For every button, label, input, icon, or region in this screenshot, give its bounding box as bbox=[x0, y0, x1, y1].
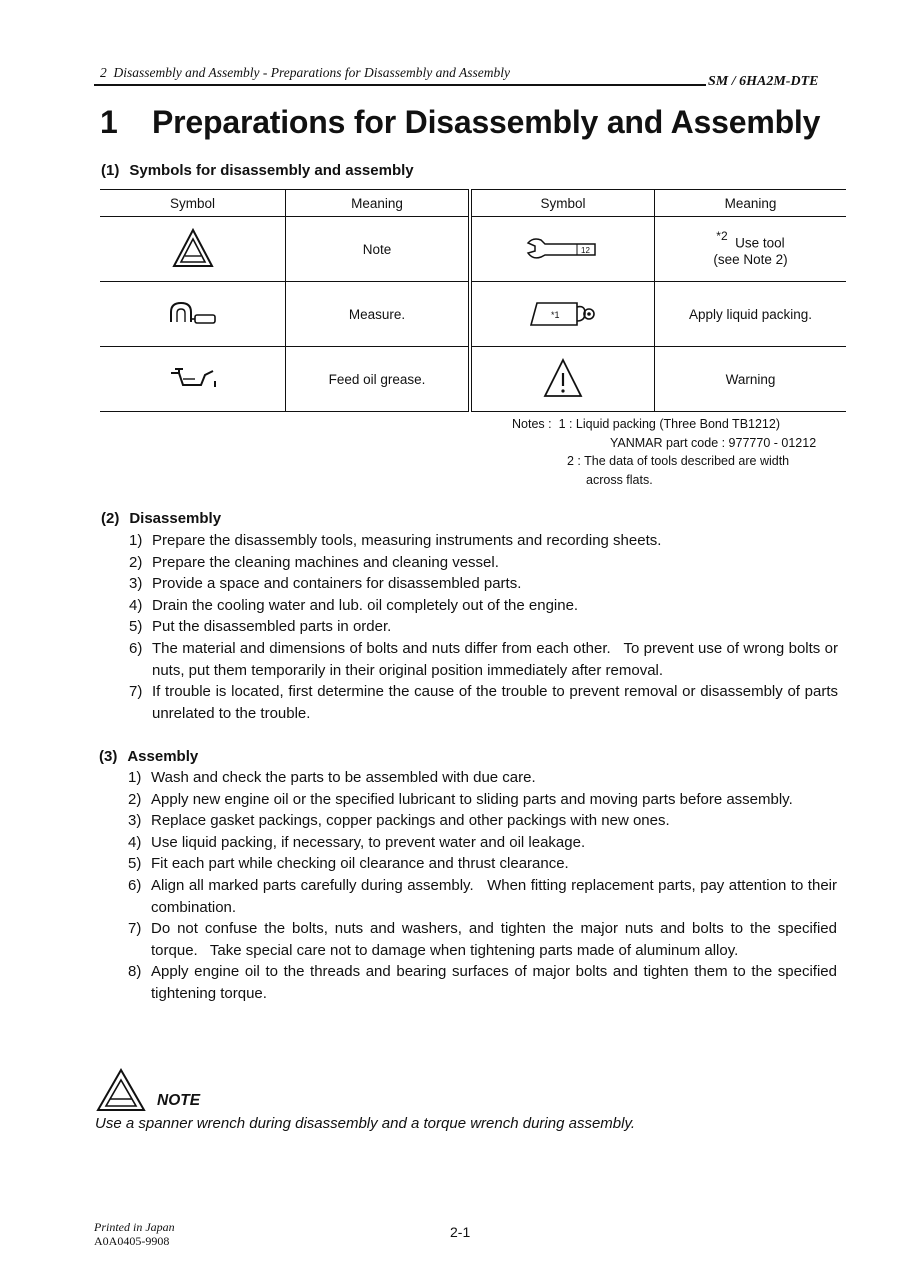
list-item-number: 2) bbox=[129, 553, 143, 571]
symbol-cell bbox=[470, 282, 655, 347]
warning-triangle-icon bbox=[543, 358, 583, 398]
list-item-number: 1) bbox=[129, 532, 143, 549]
header-meaning-1: Meaning bbox=[286, 190, 471, 217]
meaning-cell: Apply liquid packing. bbox=[655, 282, 847, 347]
tool-meaning: Use tool bbox=[735, 235, 785, 251]
list-item bbox=[128, 767, 837, 789]
page-number: 2-1 bbox=[450, 1224, 471, 1240]
meaning-cell: Feed oil grease. bbox=[286, 347, 471, 412]
note-heading: NOTE bbox=[157, 1092, 201, 1109]
note-1: 1 : Liquid packing (Three Bond TB1212) bbox=[558, 417, 780, 431]
table-row bbox=[100, 282, 846, 347]
list-item-text: Align all marked parts carefully during assembly. When fitting replacement parts, pay attention to their combination. bbox=[151, 876, 842, 916]
list-item-text: Apply new engine oil or the specified lubricant to sliding parts and moving parts before assembly. bbox=[151, 790, 793, 808]
title-text: Preparations for Disassembly and Assembly bbox=[152, 104, 821, 140]
list-item bbox=[128, 961, 842, 1004]
list-item-number: 6) bbox=[128, 876, 142, 894]
meaning-cell: Warning bbox=[655, 347, 847, 412]
list-item-number: 2) bbox=[128, 790, 142, 808]
symbol-cell bbox=[100, 282, 286, 347]
list-item-number: 4) bbox=[129, 596, 143, 614]
running-header-doc-code: SM / 6HA2M-DTE bbox=[708, 74, 819, 89]
table-notes bbox=[512, 415, 816, 489]
symbols-table-header bbox=[100, 190, 846, 217]
list-item-text: Drain the cooling water and lub. oil completely out of the engine. bbox=[152, 596, 579, 614]
header-rule bbox=[94, 84, 706, 86]
notes-label: Notes : bbox=[512, 417, 552, 431]
list-item bbox=[128, 810, 837, 832]
list-item-number: 5) bbox=[128, 855, 142, 873]
note-text: Use a spanner wrench during disassembly and a torque wrench during assembly. bbox=[95, 1115, 636, 1132]
section-2-number: (2) bbox=[101, 510, 120, 527]
list-item bbox=[128, 789, 837, 811]
caution-triangle-icon bbox=[172, 228, 214, 268]
header-symbol-2: Symbol bbox=[470, 190, 655, 217]
list-item-number: 7) bbox=[128, 920, 142, 938]
tool-meaning-note: (see Note 2) bbox=[713, 251, 788, 267]
meaning-cell bbox=[655, 217, 847, 282]
symbol-cell bbox=[470, 217, 655, 282]
list-item-number: 3) bbox=[129, 575, 143, 593]
disassembly-list bbox=[129, 530, 843, 724]
symbol-cell bbox=[100, 217, 286, 282]
section-2-heading bbox=[101, 510, 221, 527]
list-item-text: Apply engine oil to the threads and bearing surfaces of major bolts and tighten them to the specified tightening torque. bbox=[151, 963, 842, 1002]
meaning-cell: Measure. bbox=[286, 282, 471, 347]
list-item-number: 3) bbox=[128, 812, 142, 830]
list-item-number: 7) bbox=[129, 683, 143, 701]
oil-can-icon bbox=[165, 363, 221, 393]
list-item-text: Use liquid packing, if necessary, to prevent water and oil leakage. bbox=[151, 833, 586, 851]
list-item-number: 8) bbox=[128, 963, 142, 981]
list-item bbox=[129, 573, 838, 595]
list-item bbox=[129, 595, 838, 617]
note-2: 2 : The data of tools described are width bbox=[567, 454, 790, 468]
section-3-number: (3) bbox=[99, 748, 118, 765]
running-header-title: 2 Disassembly and Assembly - Preparations for Disassembly and Assembly bbox=[100, 65, 510, 80]
list-item-text: Provide a space and containers for disassembled parts. bbox=[152, 575, 522, 593]
section-1-heading bbox=[101, 162, 414, 179]
list-item-text: Prepare the disassembly tools, measuring instruments and recording sheets. bbox=[152, 532, 662, 549]
list-item-text: Do not confuse the bolts, nuts and washers, and tighten the major nuts and bolts to the specified torque. Take special care not to damage when tightening parts made of aluminum alloy. bbox=[151, 920, 842, 959]
footer-code: A0A0405-9908 bbox=[94, 1234, 170, 1248]
tube-label: *1 bbox=[551, 309, 560, 320]
caution-triangle-icon bbox=[96, 1068, 146, 1112]
list-item-number: 6) bbox=[129, 639, 143, 657]
list-item bbox=[129, 681, 843, 724]
list-item-text: Put the disassembled parts in order. bbox=[152, 618, 392, 636]
section-3-title: Assembly bbox=[127, 748, 199, 765]
list-item-number: 5) bbox=[129, 618, 143, 636]
list-item-text: Replace gasket packings, copper packings and other packings with new ones. bbox=[151, 812, 670, 830]
footer-print-info bbox=[94, 1220, 175, 1248]
assembly-list bbox=[128, 767, 842, 1005]
list-item-number: 4) bbox=[128, 833, 142, 851]
note-2-cont: across flats. bbox=[586, 472, 653, 487]
list-item bbox=[128, 875, 842, 918]
section-3-heading bbox=[99, 748, 198, 765]
list-item bbox=[129, 638, 843, 681]
list-item bbox=[128, 832, 837, 854]
list-item bbox=[129, 530, 838, 552]
header-meaning-2: Meaning bbox=[655, 190, 847, 217]
header-symbol-1: Symbol bbox=[100, 190, 286, 217]
spanner-label: 12 bbox=[581, 245, 590, 255]
list-item-text: Fit each part while checking oil clearance and thrust clearance. bbox=[151, 855, 569, 873]
list-item-number: 1) bbox=[128, 769, 142, 786]
list-item-text: Prepare the cleaning machines and cleaning vessel. bbox=[152, 553, 499, 571]
meaning-cell: Note bbox=[286, 217, 471, 282]
symbol-cell bbox=[470, 347, 655, 412]
footer-printed: Printed in Japan bbox=[94, 1220, 175, 1234]
list-item bbox=[129, 552, 838, 574]
title-number: 1 bbox=[100, 104, 118, 140]
section-1-title: Symbols for disassembly and assembly bbox=[129, 162, 414, 179]
symbols-table bbox=[100, 189, 846, 412]
table-row bbox=[100, 347, 846, 412]
note-1-part-code: YANMAR part code : 977770 - 01212 bbox=[610, 435, 817, 450]
list-item bbox=[129, 616, 838, 638]
page-title bbox=[100, 104, 820, 141]
list-item-text: If trouble is located, first determine the cause of the trouble to prevent removal or disassembly of parts unrelated to the trouble. bbox=[152, 683, 843, 722]
section-1-number: (1) bbox=[101, 162, 120, 179]
spanner-12-icon bbox=[525, 235, 601, 261]
measure-gauge-icon bbox=[165, 298, 221, 328]
list-item-text: Wash and check the parts to be assembled with due care. bbox=[151, 769, 536, 786]
tool-footnote-mark: *2 bbox=[716, 229, 728, 244]
list-item bbox=[128, 853, 837, 875]
table-row bbox=[100, 217, 846, 282]
liquid-packing-tube-icon bbox=[527, 297, 599, 329]
list-item-text: The material and dimensions of bolts and nuts differ from each other. To prevent use of wrong bolts or nuts, put them temporarily in their original position immediately after removal. bbox=[152, 639, 843, 679]
section-2-title: Disassembly bbox=[129, 510, 222, 527]
symbol-cell bbox=[100, 347, 286, 412]
list-item bbox=[128, 918, 842, 961]
